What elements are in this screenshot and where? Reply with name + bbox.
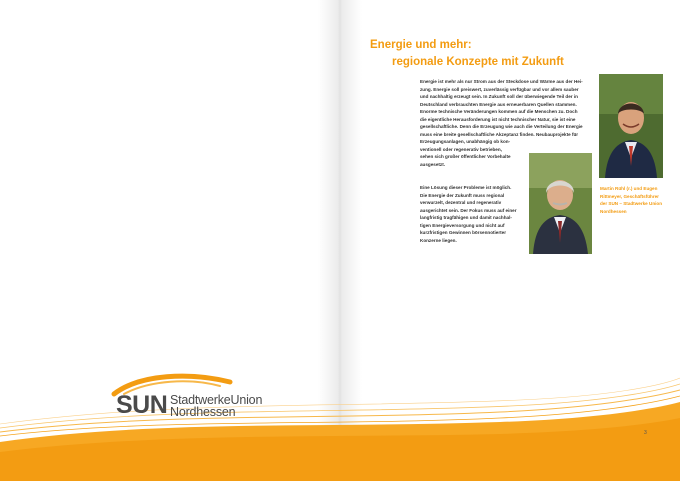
caption-line: Rittmeyer, Geschäftsführer	[600, 193, 659, 199]
caption-line: Nordhessen	[600, 208, 627, 214]
heading-line-1: Energie und mehr:	[370, 39, 472, 51]
portrait-photo-right	[599, 74, 663, 178]
paragraph-line: Deutschland verbrauchten Energie aus erneuerbaren Quellen stammen.	[420, 101, 577, 107]
orange-wave-band	[0, 370, 680, 481]
caption-line: Martin Rühl (r.) und Eugen	[600, 186, 658, 191]
paragraph-line: langfristig tragfähigen und damit nachhal-	[420, 215, 512, 220]
paragraph-line: muss eine breite gesellschaftliche Akzeptanz finden. Neubauprojekte für	[420, 131, 579, 137]
paragraph-line: kurzfristigen Gewinnen börsennotierter	[420, 230, 507, 235]
sun-logo	[110, 372, 270, 424]
caption-line: der SUN – Stadtwerke Union	[600, 201, 663, 206]
paragraph-line: gesellschaftliche. Denn die Erzeugung wie auch die Verteilung der Energie	[420, 124, 583, 129]
paragraph-line: tigen Energieversorgung und nicht auf	[420, 222, 505, 228]
person-portrait-icon	[599, 74, 663, 178]
paragraph-line: Enorme technische Veränderungen kommen auf die Menschen zu. Doch	[420, 109, 578, 114]
paragraph-line: ventionell oder regenerativ betrieben,	[420, 146, 502, 152]
paragraph-line: die eigentliche Herausforderung ist nicht technischer Natur, sie ist eine	[420, 116, 576, 122]
person-portrait-icon	[529, 153, 592, 254]
photo-caption	[600, 185, 670, 215]
logo-line-2: Nordhessen	[170, 405, 236, 419]
paragraph-line: sehen sich großer öffentlicher Vorbehalte	[420, 154, 511, 159]
paragraph-line: und nachhaltig erzeugt sein. In Zukunft soll der überwiegende Teil der in	[420, 94, 578, 99]
heading-line-2: regionale Konzepte mit Zukunft	[392, 56, 564, 68]
paragraph-2	[420, 184, 528, 244]
page-number: 3	[644, 430, 647, 436]
paragraph-line: Konzerne liegen.	[420, 237, 457, 243]
paragraph-line: Energie ist mehr als nur Strom aus der Steckdose und Wärme aus der Hei-	[420, 79, 583, 84]
paragraph-line: ausgerichtet sein. Der Fokus muss auf einer	[420, 207, 517, 213]
paragraph-line: ausgesetzt.	[420, 161, 446, 167]
logo-wordmark: SUN	[116, 391, 168, 419]
paragraph-line: Die Energie der Zukunft muss regional	[420, 192, 505, 198]
paragraph-line: Eine Lösung dieser Probleme ist möglich.	[420, 185, 512, 190]
paragraph-line: zung. Energie soll preiswert, zuverlässig verfügbar und vor allem sauber	[420, 86, 579, 92]
portrait-photo-left	[529, 153, 592, 254]
paragraph-line: Erzeugungsanlagen, unabhängig ob kon-	[420, 139, 511, 144]
paragraph-line: verwurzelt, dezentral und regenerativ	[420, 200, 502, 205]
logo-line-1: StadtwerkeUnion	[170, 393, 263, 407]
